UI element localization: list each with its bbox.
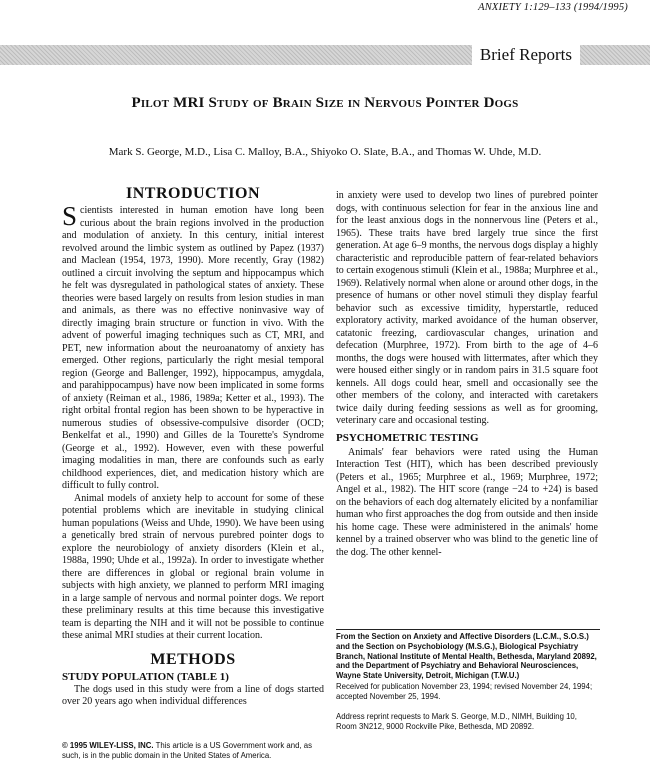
introduction-paragraph-1-text: cientists interested in human emotion have long been curious about the brain regions involved in the production and modulation of anxiety. In this century, initial interest revolved around the limbic system as outlined by Papez (1937) and Maclean (1954, 1973, 1990). More recently, Gray (1982) outlined a circuit involving the septum and hippocampus which he felt was dysregulated in pathological states of anxiety. These theories were based largely on results from lesion studies in man and animals, as there was no effective noninvasive way of directly imaging brain structure or function in vivo. With the advent of powerful imaging techniques such as CT, MRI, and PET, new information about the neuroanatomy of anxiety has emerged. Other regions, particularly the right mesial temporal region (George and Ballenger, 1992), hippocampus, amygdala, and parahippocampus) have now been implicated in some forms of anxiety (Reiman et al., 1986, 1989a; Ketter et al., 1993). The right orbital frontal region has been shown to be hyperactive in numerous studies of obsessive-compulsive disorder (OCD; Benkelfat et al., 1990) and Gilles de la Tourette's Syndrome (George et al., 1992). However, even with these powerful imaging modalities in man, there are confounds such as early childhood experiences, diet, and medication history which are difficult to fully control. xyxy=(62,205,324,491)
introduction-paragraph-2: Animal models of anxiety help to account for some of these potential problems which are inevitable in studying clinical human populations (Weiss and Uhde, 1990). We have been using a genetically bred strain of nervous purebred pointer dogs to explore the neurobiology of anxiety disorders (Klein et al., 1988a, 1990; Uhde et al., 1992a). In order to investigate whether there are differences in global or regional brain volume in subjects with high anxiety, we planned to perform MRI imaging in a large sample of nervous and normal pointer dogs. We report these preliminary results at this time because this investigative team is departing the NIH and it will not be possible to continue these animal MRI studies at their current location. xyxy=(62,492,324,641)
copyright-holder: © 1995 WILEY-LISS, INC. xyxy=(62,741,154,750)
journal-citation: ANXIETY 1:129–133 (1994/1995) xyxy=(478,2,628,13)
study-population-continued: in anxiety were used to develop two lines of purebred pointer dogs, with continuous selection for fear in the anxious line and for the least anxious dogs in the nonnervous line (Peters et al., 1965). These traits have bred largely true since the first generation. At age 6–9 months, the nervous dogs display a highly characteristic and reproducible pattern of fear-related behaviors to certain exogenous stimuli (Klein et al., 1988a; Murphree et al., 1969). Relatively normal when alone or around other dogs, in the presence of humans or other novel stimuli they display fearful behavior such as excessive timidity, hyperstartle, reduced exploratory activity, marked avoidance of the human observer, catatonic freezing, cardiovascular changes, urination and defecation (Murphree, 1972). From birth to the age of 4–6 months, the dogs were housed with littermates, after which they were housed either singly or in random pairs in 31.5 square foot kennels. All dogs could hear, smell and occasionally see the other members of the colony, and interacted with caretakers twice daily during feeding sessions as well as for grooming, veterinary care and occasional testing. xyxy=(336,190,598,426)
psychometric-testing-paragraph: Animals' fear behaviors were rated using the Human Interaction Test (HIT), which has been described previously (Peters et al., 1965; Murphree et al., 1969; Murphree, 1972; Angel et al., 1982). The HIT score (range −24 to +24) is based on the behaviors of each dog alternately elicited by a nonfamiliar human who first approaches the dog from outside and then inside his home cage. These were administered in the animals' home kennel by a trained observer who was blind to the genetic line of the dog. The other kennel- xyxy=(336,446,598,558)
received-footnote: Received for publication November 23, 1994; revised November 24, 1994; accepted November 25, 1994. xyxy=(336,682,593,701)
copyright-notice xyxy=(62,741,324,760)
copyright-text: This article is a US Government work and, as such, is in the public domain in the United States of America. xyxy=(62,741,313,760)
section-band-label: Brief Reports xyxy=(472,45,580,65)
affiliation-footnote: From the Section on Anxiety and Affective Disorders (L.C.M., S.O.S.) and the Section on Psychobiology (M.S.G.), Biological Psychiatry Branch, National Institute of Mental Health, Bethesda, Maryland 20892, and the Department of Psychiatry and Behavioral Neurosciences, Wayne State University, Detroit, Michigan (T.W.U.) xyxy=(336,632,597,681)
reprint-footnote: Address reprint requests to Mark S. George, M.D., NIMH, Building 10, Room 3N212, 9000 Rockville Pike, Bethesda, MD 20892. xyxy=(336,712,577,731)
author-list: Mark S. George, M.D., Lisa C. Malloy, B.A., Shiyoko O. Slate, B.A., and Thomas W. Uhde, M.D. xyxy=(108,146,542,158)
right-column xyxy=(336,190,598,559)
drop-cap: S xyxy=(62,201,78,231)
psychometric-testing-heading: PSYCHOMETRIC TESTING xyxy=(336,431,479,444)
introduction-heading: INTRODUCTION xyxy=(125,185,260,202)
left-column xyxy=(62,185,324,709)
introduction-paragraph-1 xyxy=(62,201,324,493)
methods-paragraph-1: The dogs used in this study were from a line of dogs started over 20 years ago when individual differences xyxy=(62,683,324,707)
study-population-heading: STUDY POPULATION (TABLE 1) xyxy=(62,670,229,683)
article-title: Pilot MRI Study of Brain Size in Nervous Pointer Dogs xyxy=(131,95,519,111)
methods-heading: METHODS xyxy=(150,650,236,668)
footnote-rule xyxy=(336,629,600,630)
section-band xyxy=(0,45,650,65)
